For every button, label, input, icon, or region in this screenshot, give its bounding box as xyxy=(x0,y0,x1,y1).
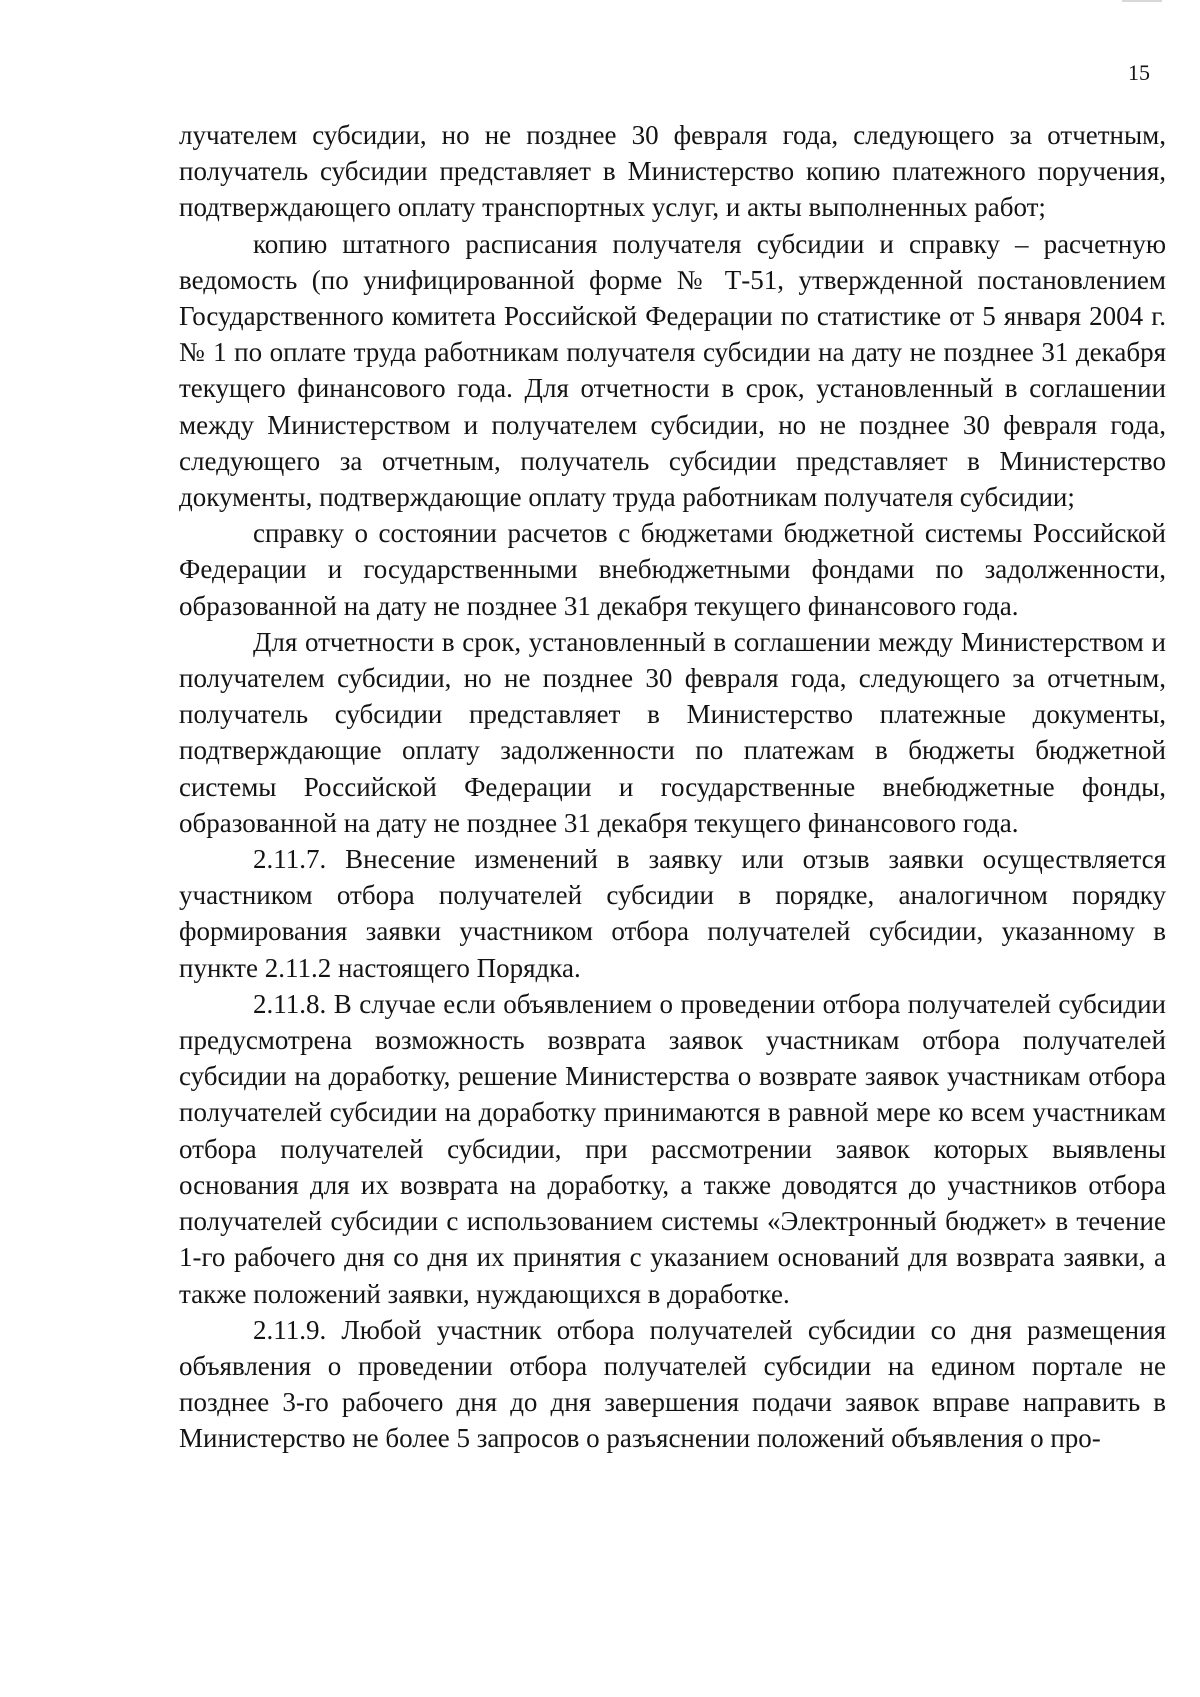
paragraph-continuation: лучателем субсидии, но не позднее 30 февраля года, следующего за отчетным, получатель субсидии представляет в Министерство копию платежного поручения, подтверждающего оплату транспортных услуг, и акты выполненных работ; xyxy=(179,120,1166,223)
paragraph-2-11-7: 2.11.7. Внесение изменений в заявку или отзыв заявки осуществляется участником отбора получателей субсидии в порядке, аналогичном порядку формирования заявки участником отбора получателей субсидии, указанному в пункте 2.11.2 настоящего Порядка. xyxy=(179,844,1166,983)
paragraph-budget-settlements: справку о состоянии расчетов с бюджетами бюджетной системы Российской Федерации и государственными внебюджетными фондами по задолженности, образованной на дату не позднее 31 декабря текущего финансового года. xyxy=(179,518,1166,621)
document-body xyxy=(179,117,1166,1457)
scan-edge-mark xyxy=(1122,0,1162,2)
paragraph-reporting-deadline: Для отчетности в срок, установленный в соглашении между Министерством и получателем субсидии, но не позднее 30 февраля года, следующего за отчетным, получатель субсидии представляет в Министерство платежные документы, подтверждающие оплату задолженности по платежам в бюджеты бюджетной системы Российской Федерации и государственные внебюджетные фонды, образованной на дату не позднее 31 декабря текущего финансового года. xyxy=(179,626,1166,838)
paragraph-2-11-9: 2.11.9. Любой участник отбора получателей субсидии со дня размещения объявления о проведении отбора получателей субсидии на едином портале не позднее 3-го рабочего дня до дня завершения подачи заявок вправе направить в Министерство не более 5 запросов о разъяснении положений объявления о про- xyxy=(179,1314,1166,1454)
page-number: 15 xyxy=(1128,60,1150,85)
paragraph-staff-schedule: копию штатного расписания получателя субсидии и справку – расчетную ведомость (по унифицированной форме № Т-51, утвержденной постановлением Государственного комитета Российской Федерации по статистике от 5 января 2004 г. № 1 по оплате труда работникам получателя субсидии на дату не позднее 31 декабря текущего финансового года. Для отчетности в срок, установленный в соглашении между Министерством и получателем субсидии, но не позднее 30 февраля года, следующего за отчетным, получатель субсидии представляет в Министерство документы, подтверждающие оплату труда работникам получателя субсидии; xyxy=(179,228,1166,513)
paragraph-2-11-8: 2.11.8. В случае если объявлением о проведении отбора получателей субсидии предусмотрена возможность возврата заявок участникам отбора получателей субсидии на доработку, решение Министерства о возврате заявок участникам отбора получателей субсидии на доработку принимаются в равной мере ко всем участникам отбора получателей субсидии, при рассмотрении заявок которых выявлены основания для их возврата на доработку, а также доводятся до участников отбора получателей субсидии с использованием системы «Электронный бюджет» в течение 1-го рабочего дня со дня их принятия с указанием оснований для возврата заявки, а также положений заявки, нуждающихся в доработке. xyxy=(179,988,1166,1309)
